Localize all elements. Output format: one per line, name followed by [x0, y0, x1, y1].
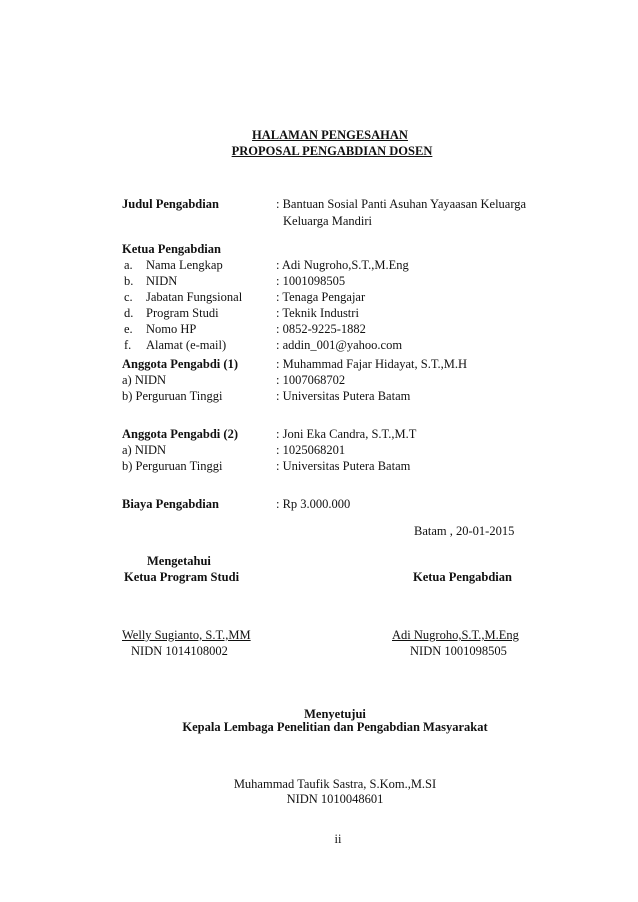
ketua-letter: a. [124, 258, 133, 272]
anggota1-heading-row [0, 357, 638, 373]
ketua-label: Nomo HP [146, 322, 197, 336]
right-signatory-nidn: NIDN 1001098505 [410, 644, 507, 658]
anggota2-row [0, 443, 638, 459]
page-number: ii [334, 832, 342, 846]
ketua-label: NIDN [146, 274, 178, 288]
ketua-letter: c. [124, 290, 133, 304]
right-signatory-name: Adi Nugroho,S.T.,M.Eng [392, 628, 519, 642]
ketua-prodi-label: Ketua Program Studi [124, 570, 240, 584]
ketua-value: : addin_001@yahoo.com [276, 338, 403, 352]
anggota2-value: : Universitas Putera Batam [276, 459, 411, 473]
ketua-row [0, 290, 638, 306]
judul-label: Judul Pengabdian [122, 197, 219, 211]
ketua-row [0, 322, 638, 338]
anggota1-label: a) NIDN [122, 373, 167, 387]
judul-value: : Bantuan Sosial Panti Asuhan Yayaasan Keluarga [276, 197, 527, 211]
left-signatory-nidn: NIDN 1014108002 [131, 644, 228, 658]
anggota1-value: : 1007068702 [276, 373, 346, 387]
anggota1-name: : Muhammad Fajar Hidayat, S.T.,M.H [276, 357, 468, 371]
ketua-letter: b. [124, 274, 134, 288]
anggota1-heading: Anggota Pengabdi (1) [122, 357, 238, 371]
mengetahui-label: Mengetahui [147, 554, 211, 568]
ketua-value: : 0852-9225-1882 [276, 322, 366, 336]
anggota1-value: : Universitas Putera Batam [276, 389, 411, 403]
approver-nidn: NIDN 1010048601 [286, 792, 384, 806]
anggota2-label: a) NIDN [122, 443, 167, 457]
biaya-value: : Rp 3.000.000 [276, 497, 351, 511]
ketua-row [0, 258, 638, 274]
page-subtitle: PROPOSAL PENGABDIAN DOSEN [231, 144, 433, 158]
biaya-row [0, 497, 638, 513]
anggota2-heading: Anggota Pengabdi (2) [122, 427, 238, 441]
ketua-label: Program Studi [146, 306, 219, 320]
ketua-value: : Teknik Industri [276, 306, 359, 320]
page-title: HALAMAN PENGESAHAN [252, 128, 408, 142]
ketua-value: : 1001098505 [276, 274, 346, 288]
ketua-label: Jabatan Fungsional [146, 290, 243, 304]
ketua-row [0, 306, 638, 322]
ketua-pengabdian-label: Ketua Pengabdian [413, 570, 512, 584]
anggota2-name: : Joni Eka Candra, S.T.,M.T [276, 427, 417, 441]
kepala-lppm-label: Kepala Lembaga Penelitian dan Pengabdian Masyarakat [182, 720, 488, 734]
anggota2-heading-row [0, 427, 638, 443]
anggota2-value: : 1025068201 [276, 443, 346, 457]
ketua-label: Alamat (e-mail) [146, 338, 227, 352]
ketua-value: : Adi Nugroho,S.T.,M.Eng [276, 258, 409, 272]
ketua-heading: Ketua Pengabdian [122, 242, 221, 256]
biaya-label: Biaya Pengabdian [122, 497, 219, 511]
ketua-letter: d. [124, 306, 134, 320]
anggota2-label: b) Perguruan Tinggi [122, 459, 223, 473]
anggota2-row [0, 459, 638, 475]
anggota1-row [0, 373, 638, 389]
ketua-row [0, 338, 638, 354]
place-date: Batam , 20-01-2015 [414, 524, 515, 538]
ketua-letter: f. [124, 338, 132, 352]
anggota1-label: b) Perguruan Tinggi [122, 389, 223, 403]
judul-value-cont: Keluarga Mandiri [283, 214, 372, 228]
ketua-letter: e. [124, 322, 133, 336]
ketua-value: : Tenaga Pengajar [276, 290, 366, 304]
ketua-row [0, 274, 638, 290]
ketua-label: Nama Lengkap [146, 258, 223, 272]
approver-name: Muhammad Taufik Sastra, S.Kom.,M.SI [233, 777, 437, 791]
left-signatory-name: Welly Sugianto, S.T.,MM [122, 628, 251, 642]
menyetujui-label: Menyetujui [304, 707, 366, 721]
anggota1-row [0, 389, 638, 405]
